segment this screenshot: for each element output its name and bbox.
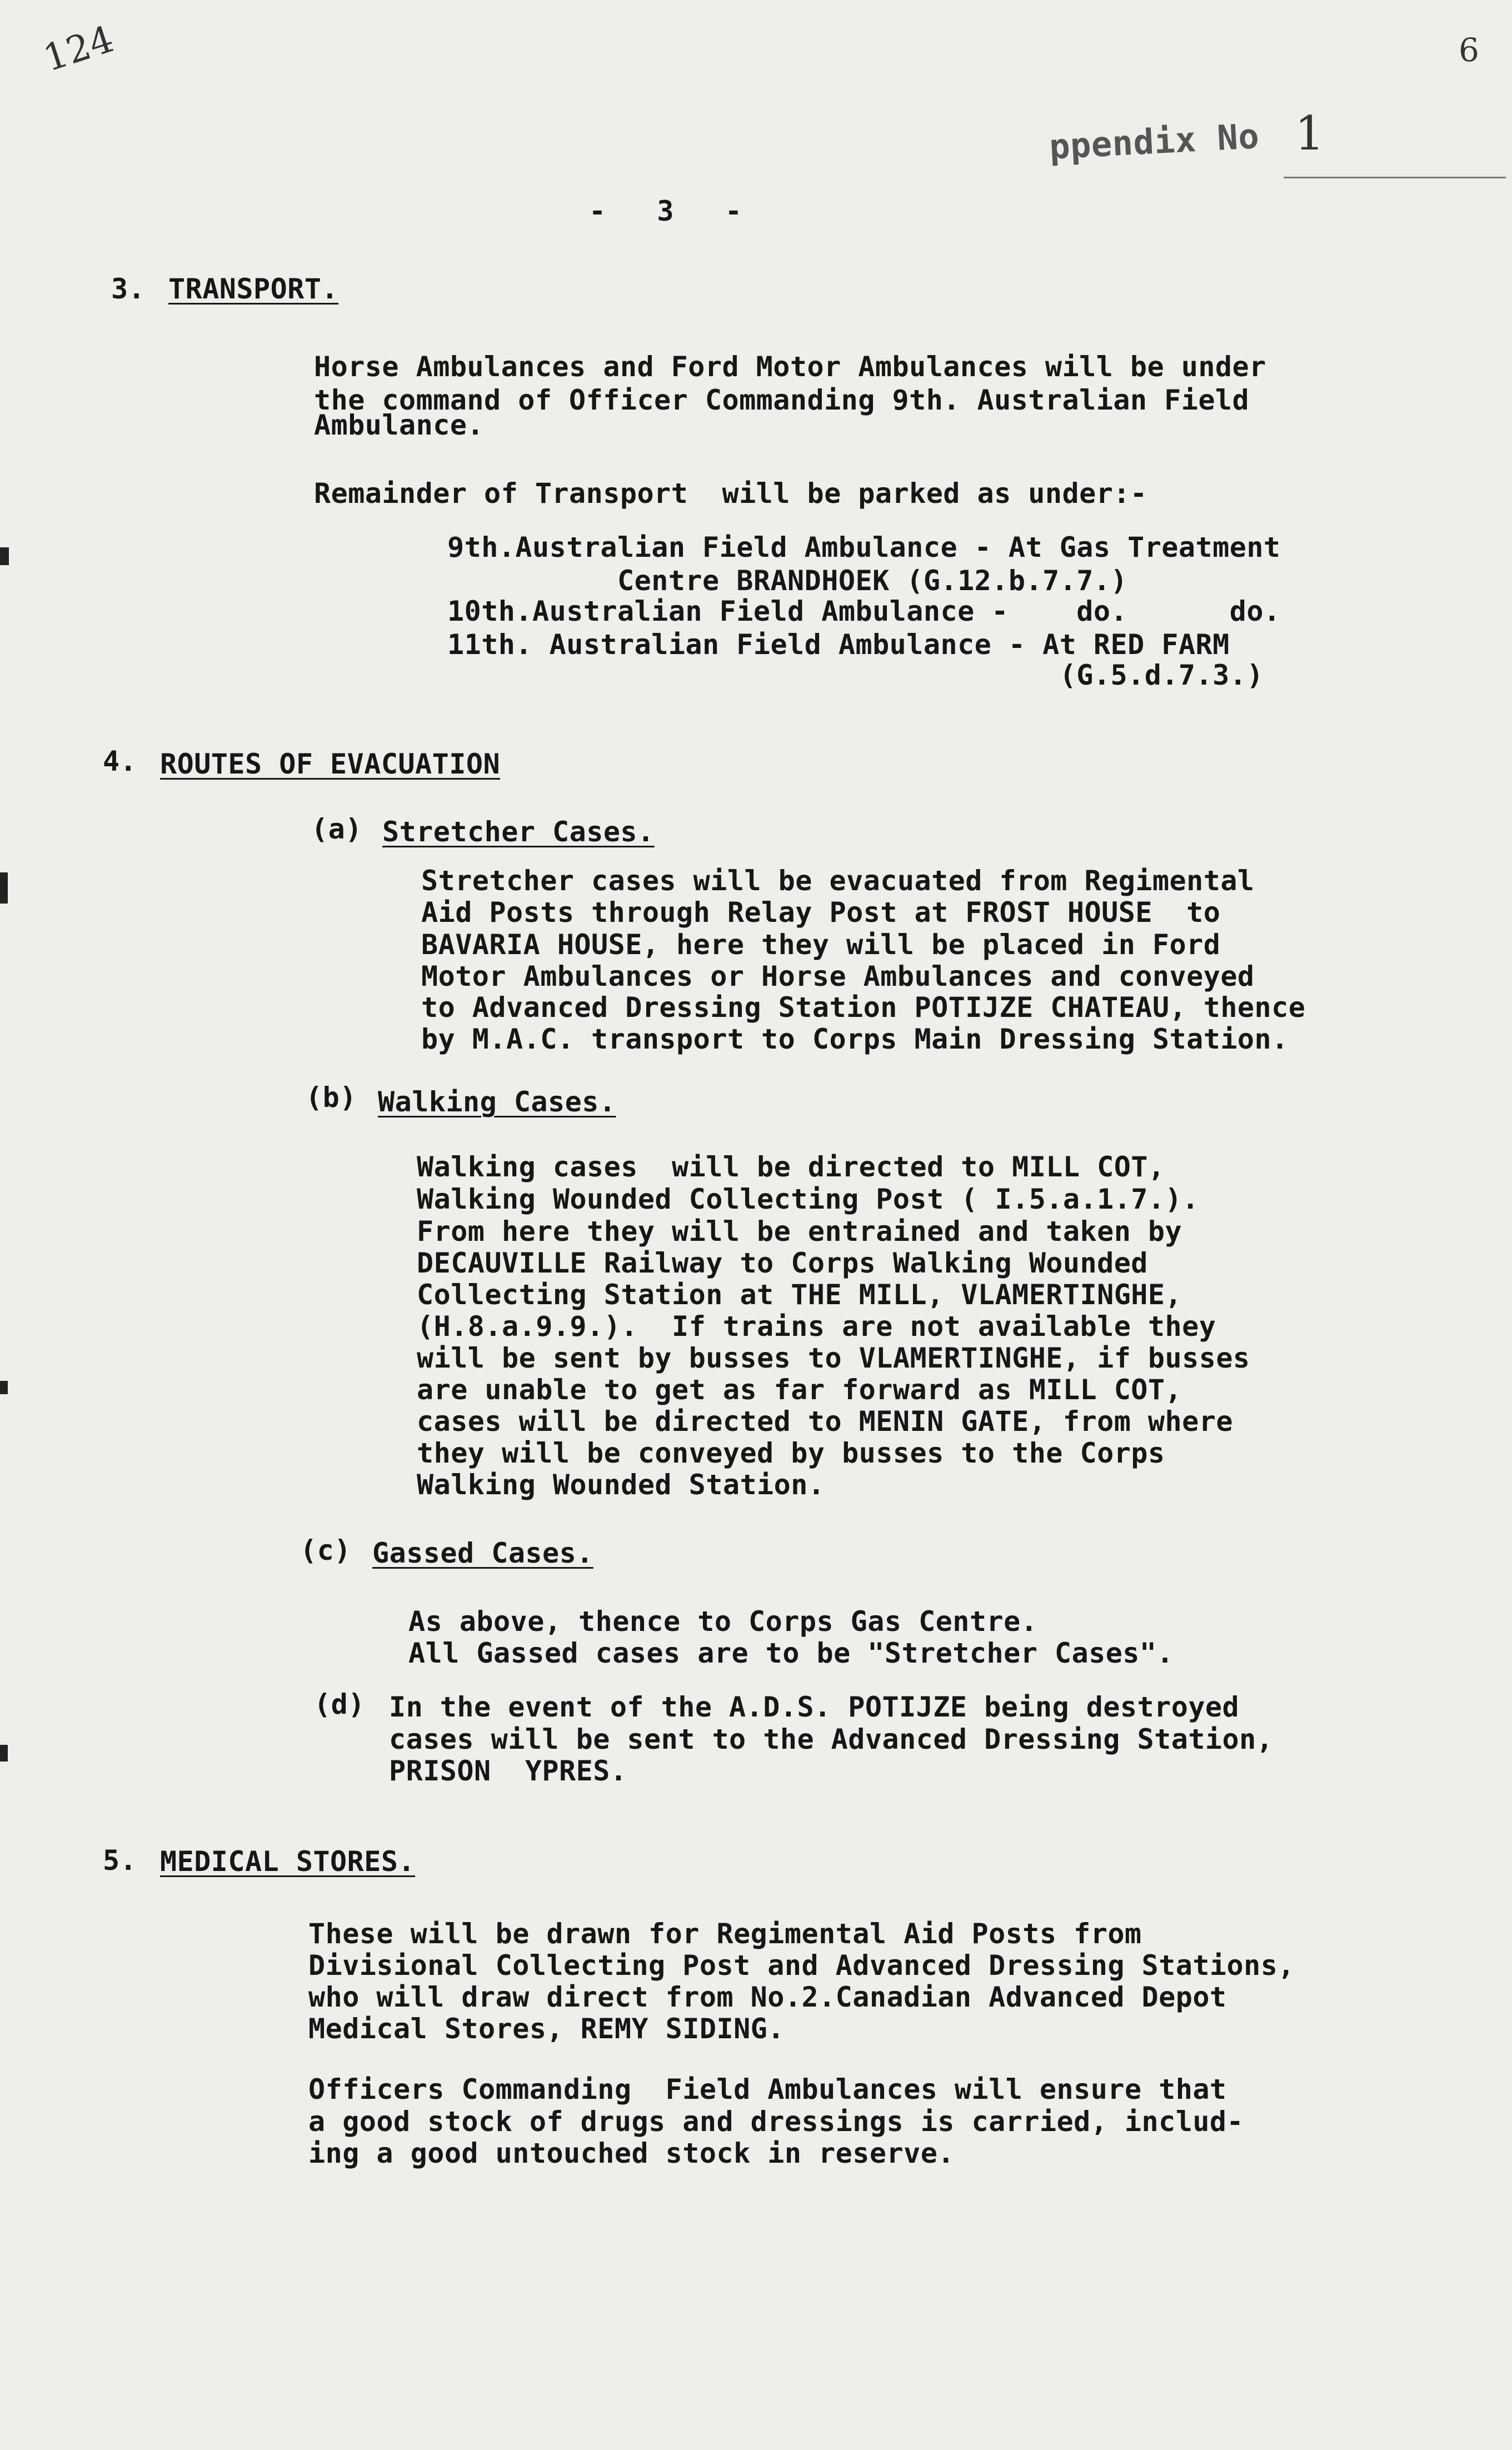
subsection-a-label: (a) [311,813,362,845]
parking-line: Centre BRANDHOEK (G.12.b.7.7.) [447,565,1128,597]
text-line: Motor Ambulances or Horse Ambulances and conveyed [421,960,1255,992]
page-corner-number: 6 [1459,31,1480,69]
parking-line: (G.5.d.7.3.) [447,659,1264,691]
appendix-value: 1 [1295,106,1325,161]
text-line: they will be conveyed by busses to the Corps [417,1437,1165,1469]
text-line: Divisional Collecting Post and Advanced Dressing Stations, [308,1949,1295,1982]
text-line: a good stock of drugs and dressings is carried, includ- [308,2105,1244,2138]
text-line: the command of Officer Commanding 9th. Australian Field [314,384,1250,416]
margin-mark [0,547,9,565]
text-line: PRISON YPRES. [389,1755,627,1787]
text-line: These will be drawn for Regimental Aid Posts from [308,1918,1142,1950]
text-line: will be sent by busses to VLAMERTINGHE, if busses [417,1342,1250,1374]
appendix-label: ppendix No [1048,116,1260,167]
parking-line: 11th. Australian Field Ambulance - At RED FARM [447,628,1230,661]
text-line: are unable to get as far forward as MILL COT, [417,1374,1182,1406]
margin-mark [0,1745,8,1762]
subsection-a-heading: Stretcher Cases. [382,816,655,848]
text-line: Medical Stores, REMY SIDING. [308,2013,785,2045]
text-line: Walking cases will be directed to MILL COT, [417,1151,1165,1183]
parking-line: 10th.Australian Field Ambulance - do. do. [447,595,1281,627]
text-line: (H.8.a.9.9.). If trains are not available they [417,1310,1216,1343]
margin-mark [0,872,8,904]
text-line: who will draw direct from No.2.Canadian Advanced Depot [308,1981,1227,2013]
folio-number: 124 [38,17,119,80]
subsection-c-label: (c) [300,1534,351,1566]
text-line: Officers Commanding Field Ambulances will ensure that [308,2073,1227,2105]
text-line: Walking Wounded Collecting Post ( I.5.a.1.7.). [417,1183,1199,1215]
subsection-c-heading: Gassed Cases. [372,1537,593,1569]
subsection-b-heading: Walking Cases. [378,1086,616,1118]
text-line: From here they will be entrained and taken by [417,1215,1182,1248]
section-4-heading: ROUTES OF EVACUATION [160,748,501,780]
text-line: to Advanced Dressing Station POTIJZE CHATEAU, thence [421,991,1306,1024]
section-3-heading: TRANSPORT. [168,273,339,305]
text-line: cases will be directed to MENIN GATE, from where [417,1405,1233,1438]
subsection-d-label: (d) [314,1688,365,1720]
section-5-heading: MEDICAL STORES. [160,1845,416,1878]
text-line: DECAUVILLE Railway to Corps Walking Wounded [417,1247,1148,1279]
text-line: As above, thence to Corps Gas Centre. [408,1605,1038,1638]
text-line: All Gassed cases are to be "Stretcher Cases". [408,1637,1174,1669]
text-line: Aid Posts through Relay Post at FROST HOUSE to [421,896,1221,929]
text-line: by M.A.C. transport to Corps Main Dressing Station. [421,1023,1289,1055]
section-4-number: 4. [103,745,137,777]
text-line: Horse Ambulances and Ford Motor Ambulances will be under [314,351,1266,383]
margin-mark [0,1381,8,1394]
parking-line: 9th.Australian Field Ambulance - At Gas Treatment [447,531,1281,563]
section-3-number: 3. [111,273,146,305]
text-line: BAVARIA HOUSE, here they will be placed in Ford [421,929,1221,961]
text-line: Ambulance. [314,409,485,441]
subsection-b-label: (b) [306,1081,357,1114]
text-line: ing a good untouched stock in reserve. [308,2137,955,2169]
appendix-underline [1284,177,1506,178]
text-line: cases will be sent to the Advanced Dressing Station, [389,1723,1274,1755]
page-header: - 3 - [589,195,742,227]
text-line: Collecting Station at THE MILL, VLAMERTINGHE, [417,1279,1182,1311]
section-5-number: 5. [103,1844,137,1877]
text-line: Walking Wounded Station. [417,1469,825,1501]
section-3-para2-lead: Remainder of Transport will be parked as under:- [314,477,1147,510]
text-line: In the event of the A.D.S. POTIJZE being destroyed [389,1691,1240,1723]
text-line: Stretcher cases will be evacuated from Regimental [421,865,1255,897]
